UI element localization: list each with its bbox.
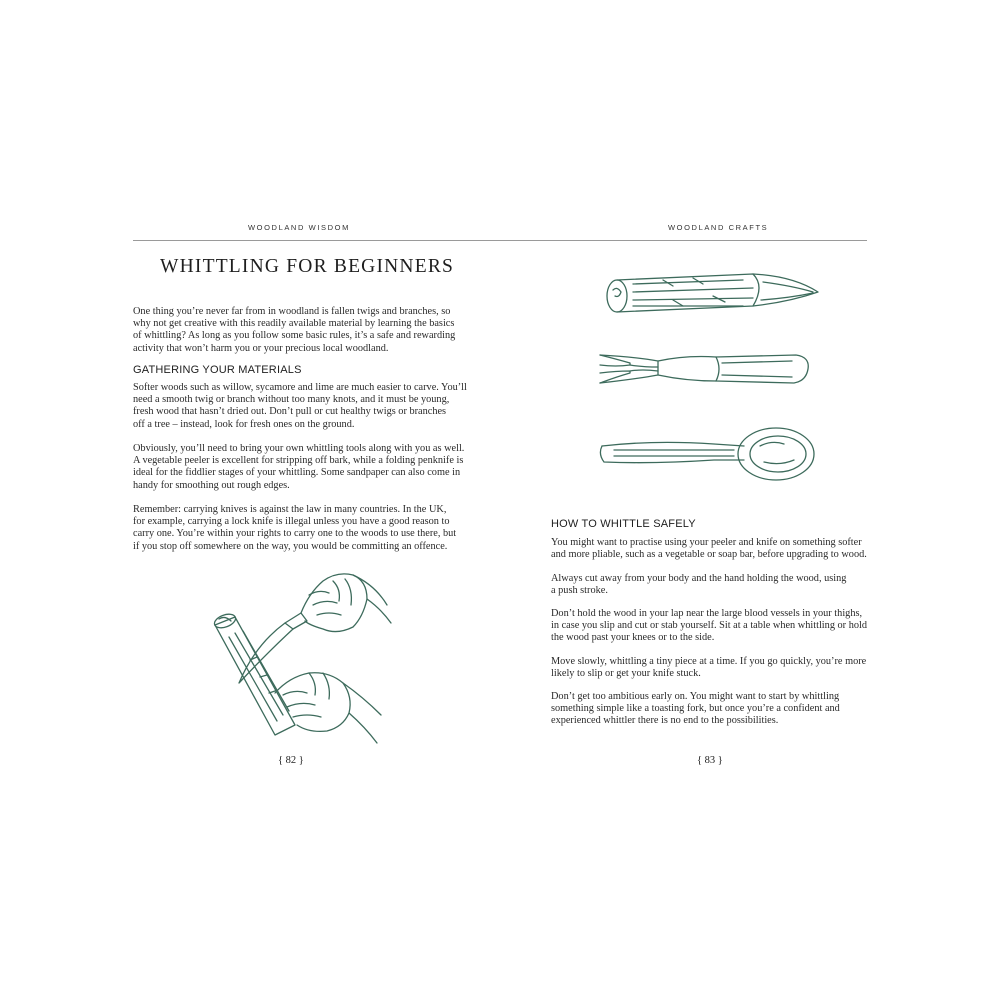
text-line: experienced whittler there is no end to the possibilities. (551, 715, 779, 727)
right-paragraph-2 (551, 573, 846, 597)
header-rule (133, 240, 867, 241)
text-line: Don’t hold the wood in your lap near the large blood vessels in your thighs, (551, 608, 863, 619)
text-line: A vegetable peeler is excellent for stripping off bark, while a folding penknife is (133, 455, 464, 467)
text-line: Obviously, you’ll need to bring your own whittling tools along with you as well. (133, 443, 465, 454)
left-intro-paragraph (133, 306, 455, 355)
text-line: for example, carrying a lock knife is illegal unless you have a good reason to (133, 516, 450, 528)
whittled-stick-icon (603, 266, 823, 318)
left-paragraph-3 (133, 504, 456, 553)
text-line: fresh wood that hasn’t dried out. Don’t pull or cut healthy twigs or branches (133, 406, 447, 418)
text-line: need a smooth twig or branch without too many knots, and it must be young, (133, 394, 450, 406)
text-line: ideal for the fiddlier stages of your whittling. Some sandpaper can also come in (133, 467, 461, 479)
text-line: Move slowly, whittling a tiny piece at a time. If you go quickly, you’re more (551, 656, 867, 667)
text-line: carry one. You’re within your rights to carry one to the woods to use there, but (133, 528, 457, 540)
section-heading-gathering: GATHERING YOUR MATERIALS (133, 364, 302, 376)
page-number-left: { 82 } (278, 755, 304, 766)
text-line: in case you slip and cut or stab yourself. Sit at a table when whittling or hold (551, 620, 867, 632)
text-line: Softer woods such as willow, sycamore and lime are much easier to carve. You’ll (133, 382, 467, 393)
text-line: of whittling? As long as you follow some basic rules, it’s a safe and rewarding (133, 330, 456, 342)
right-paragraph-3 (551, 608, 867, 645)
text-line: activity that won’t harm you or your precious local woodland. (133, 342, 389, 354)
text-line: One thing you’re never far from in woodland is fallen twigs and branches, so (133, 306, 451, 317)
page-title: WHITTLING FOR BEGINNERS (160, 256, 455, 277)
section-heading-safety: HOW TO WHITTLE SAFELY (551, 518, 696, 530)
text-line: why not get creative with this readily available material by learning the basics (133, 318, 455, 330)
wooden-spoon-icon (594, 420, 820, 492)
left-paragraph-1 (133, 382, 467, 431)
text-line: You might want to practise using your peeler and knife on something softer (551, 537, 862, 548)
running-head-left: WOODLAND WISDOM (248, 223, 350, 232)
text-line: a push stroke. (551, 585, 608, 597)
text-line: Remember: carrying knives is against the law in many countries. In the UK, (133, 504, 447, 515)
right-paragraph-4 (551, 656, 866, 680)
right-paragraph-1 (551, 537, 867, 561)
hands-whittling-stick-icon (205, 565, 395, 755)
text-line: the wood past your knees or to the side. (551, 632, 715, 644)
right-paragraph-5 (551, 691, 840, 728)
text-line: and more pliable, such as a vegetable or soap bar, before upgrading to wood. (551, 549, 867, 561)
text-line: off a tree – instead, look for fresh ones on the ground. (133, 418, 355, 430)
text-line: Always cut away from your body and the hand holding the wood, using (551, 573, 847, 584)
left-paragraph-2 (133, 443, 464, 492)
running-head-right: WOODLAND CRAFTS (668, 223, 769, 232)
text-line: handy for smoothing out rough edges. (133, 479, 290, 491)
text-line: if you stop off somewhere on the way, you would be committing an offence. (133, 540, 448, 552)
text-line: something simple like a toasting fork, but once you’re a confident and (551, 703, 840, 715)
wooden-fork-icon (596, 343, 814, 393)
text-line: Don’t get too ambitious early on. You might want to start by whittling (551, 691, 840, 702)
text-line: likely to slip or get your knife stuck. (551, 668, 701, 680)
page-number-right: { 83 } (697, 755, 723, 766)
